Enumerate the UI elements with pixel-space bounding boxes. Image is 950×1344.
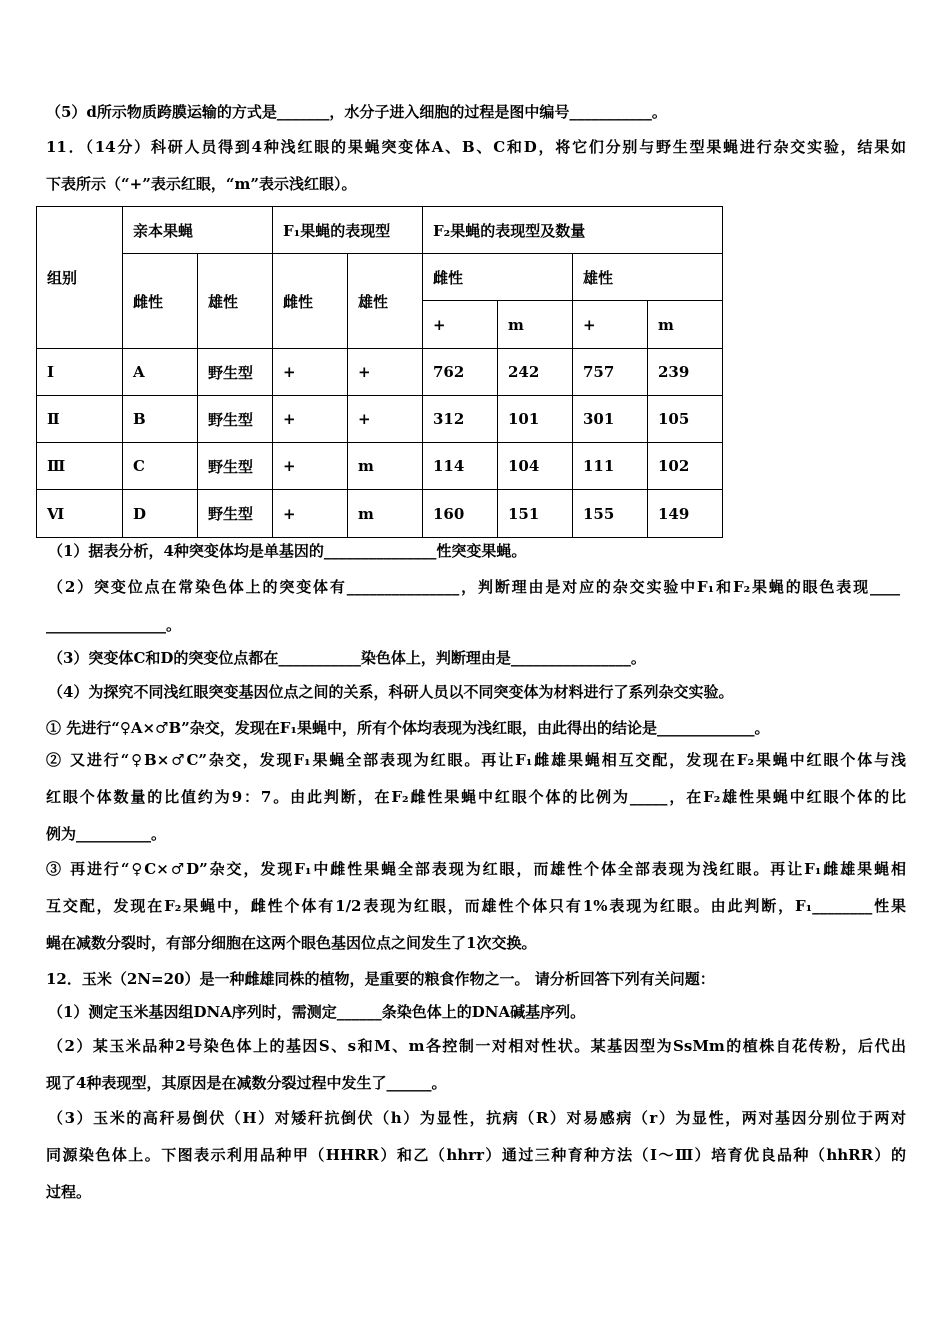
header-f2-male: 雄性 xyxy=(573,254,723,301)
header-f2: F₂果蝇的表现型及数量 xyxy=(423,207,723,254)
cell-f2fm: 151 xyxy=(498,490,573,538)
header-parents: 亲本果蝇 xyxy=(123,207,273,254)
cell-f2mp: 757 xyxy=(573,349,648,396)
header-f2-male-light: m xyxy=(648,301,723,349)
cell-female: A xyxy=(123,349,198,396)
header-f2-male-red: + xyxy=(573,301,648,349)
cell-male: 野生型 xyxy=(198,490,273,538)
question-11-4-1: ① 先进行“♀A×♂B”杂交，发现在F₁果蝇中，所有个体均表现为浅红眼，由此得出的结论是_____________。 xyxy=(46,719,770,737)
results-table xyxy=(36,206,723,538)
cell-male: 野生型 xyxy=(198,396,273,443)
cell-female: C xyxy=(123,443,198,490)
question-11-4: （4）为探究不同浅红眼突变基因位点之间的关系，科研人员以不同突变体为材料进行了系列杂交实验。 xyxy=(48,683,734,701)
question-11-4-2: ② 又进行“♀B×♂C”杂交，发现F₁果蝇全部表现为红眼。再让F₁雌雄果蝇相互交配，发现在F₂果蝇中红眼个体与浅 xyxy=(46,751,906,769)
cell-f2mm: 149 xyxy=(648,490,723,538)
cell-group: Ⅰ xyxy=(37,349,123,396)
header-f1-female: 雌性 xyxy=(273,254,348,349)
header-f2-female-light: m xyxy=(498,301,573,349)
question-12-1: （1）测定玉米基因组DNA序列时，需测定______条染色体上的DNA碱基序列。 xyxy=(48,1003,586,1021)
question-12-3-cont: 同源染色体上。下图表示利用品种甲（HHRR）和乙（hhrr）通过三种育种方法（Ⅰ～Ⅲ）培育优良品种（hhRR）的 xyxy=(46,1146,906,1164)
header-f1-male: 雄性 xyxy=(348,254,423,349)
question-10-5: （5）d所示物质跨膜运输的方式是_______，水分子进入细胞的过程是图中编号___________。 xyxy=(46,103,667,121)
question-11-4-3: ③ 再进行“♀C×♂D”杂交，发现F₁中雌性果蝇全部表现为红眼，而雄性个体全部表现为浅红眼。再让F₁雌雄果蝇相 xyxy=(46,860,906,878)
cell-f2fp: 114 xyxy=(423,443,498,490)
cell-male: 野生型 xyxy=(198,443,273,490)
question-11-3: （3）突变体C和D的突变位点都在___________染色体上，判断理由是________________。 xyxy=(48,649,646,667)
cell-female: B xyxy=(123,396,198,443)
cell-f2mp: 155 xyxy=(573,490,648,538)
cell-f1f: + xyxy=(273,349,348,396)
question-11-intro-cont: 下表所示（“+”表示红眼，“m”表示浅红眼）。 xyxy=(46,175,357,193)
header-parent-female: 雌性 xyxy=(123,254,198,349)
cell-f1f: + xyxy=(273,490,348,538)
question-11-1: （1）据表分析，4种突变体均是单基因的_______________性突变果蝇。 xyxy=(48,542,527,560)
cell-f2fp: 160 xyxy=(423,490,498,538)
cell-f1m: + xyxy=(348,349,423,396)
cell-group: Ⅵ xyxy=(37,490,123,538)
table-row xyxy=(37,349,723,396)
cell-f2fm: 101 xyxy=(498,396,573,443)
question-11-4-2-cont: 红眼个体数量的比值约为9：7。由此判断，在F₂雌性果蝇中红眼个体的比例为_____，在F₂雄性果蝇中红眼个体的比 xyxy=(46,788,906,806)
cell-f2mp: 111 xyxy=(573,443,648,490)
question-11-4-3-end: 蝇在减数分裂时，有部分细胞在这两个眼色基因位点之间发生了1次交换。 xyxy=(46,934,537,952)
question-12-3-end: 过程。 xyxy=(46,1183,92,1201)
question-11-intro: 11．（14分）科研人员得到4种浅红眼的果蝇突变体A、B、C和D，将它们分别与野生型果蝇进行杂交实验，结果如 xyxy=(46,138,906,156)
question-11-4-2-end: 例为__________。 xyxy=(46,825,167,843)
cell-f2fm: 104 xyxy=(498,443,573,490)
header-f1: F₁果蝇的表现型 xyxy=(273,207,423,254)
cell-f1f: + xyxy=(273,396,348,443)
cell-f2fp: 312 xyxy=(423,396,498,443)
question-12-intro: 12．玉米（2N=20）是一种雌雄同株的植物，是重要的粮食作物之一。 请分析回答下列有关问题： xyxy=(46,970,715,988)
cell-f2mm: 102 xyxy=(648,443,723,490)
question-11-2-cont: ________________。 xyxy=(46,616,182,634)
table-row xyxy=(37,396,723,443)
table-row xyxy=(37,443,723,490)
cell-f2fp: 762 xyxy=(423,349,498,396)
question-11-4-3-cont: 互交配，发现在F₂果蝇中，雌性个体有1/2表现为红眼，而雄性个体只有1%表现为红眼。由此判断，F₁________性果 xyxy=(46,897,906,915)
question-12-2: （2）某玉米品种2号染色体上的基因S、s和M、m各控制一对相对性状。某基因型为SsMm的植株自花传粉，后代出 xyxy=(48,1037,906,1055)
cell-f1m: m xyxy=(348,443,423,490)
header-f2-female: 雌性 xyxy=(423,254,573,301)
header-parent-male: 雄性 xyxy=(198,254,273,349)
cell-f1f: + xyxy=(273,443,348,490)
header-group: 组别 xyxy=(37,207,123,349)
cell-f2mm: 239 xyxy=(648,349,723,396)
cell-group: Ⅲ xyxy=(37,443,123,490)
cell-f2fm: 242 xyxy=(498,349,573,396)
cell-female: D xyxy=(123,490,198,538)
cell-f1m: m xyxy=(348,490,423,538)
header-f2-female-red: + xyxy=(423,301,498,349)
cell-male: 野生型 xyxy=(198,349,273,396)
question-12-2-cont: 现了4种表现型，其原因是在减数分裂过程中发生了______。 xyxy=(46,1074,447,1092)
cell-group: Ⅱ xyxy=(37,396,123,443)
table-row xyxy=(37,490,723,538)
cell-f1m: + xyxy=(348,396,423,443)
question-12-3: （3）玉米的高秆易倒伏（H）对矮秆抗倒伏（h）为显性，抗病（R）对易感病（r）为显性，两对基因分别位于两对 xyxy=(48,1109,906,1127)
cell-f2mp: 301 xyxy=(573,396,648,443)
question-11-2: （2）突变位点在常染色体上的突变体有_______________，判断理由是对应的杂交实验中F₁和F₂果蝇的眼色表现____ xyxy=(48,578,900,596)
cell-f2mm: 105 xyxy=(648,396,723,443)
